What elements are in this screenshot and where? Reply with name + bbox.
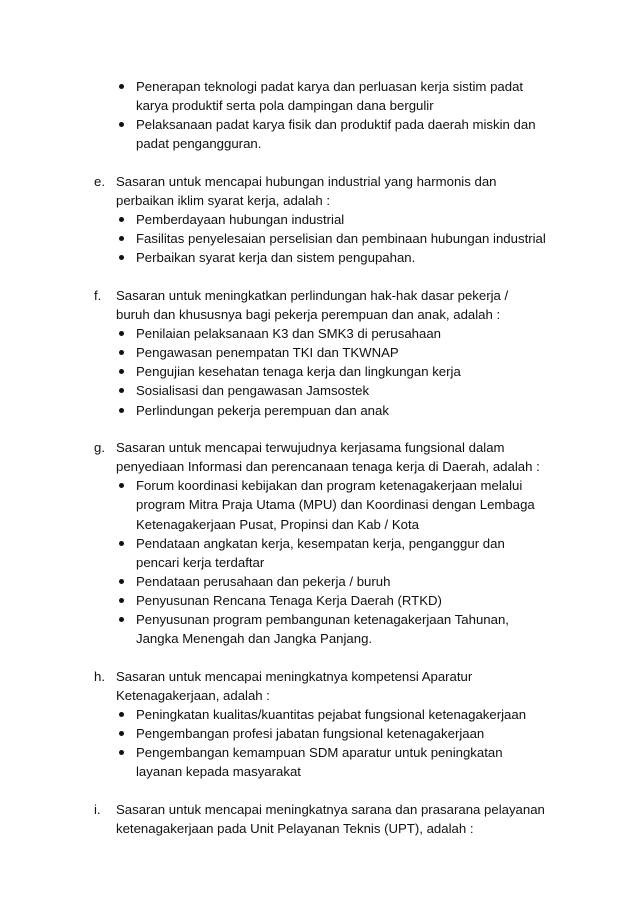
bullet-icon [119, 617, 124, 622]
list-item-text: Pengembangan profesi jabatan fungsional ketenagakerjaan [136, 726, 485, 741]
section-letter: e. [94, 173, 105, 189]
bullet-icon [119, 350, 124, 355]
section-heading: Sasaran untuk mencapai meningkatnya sarana dan prasarana pelayanan [116, 801, 545, 817]
list-item-text: Penyusunan program pembangunan ketenagakerjaan Tahunan, [136, 612, 509, 627]
bullet-icon [119, 712, 124, 717]
list-item-text: program Mitra Praja Utama (MPU) dan Koordinasi dengan Lembaga [136, 497, 535, 513]
bullet-icon [119, 598, 124, 603]
list-item-text: Fasilitas penyelesaian perselisian dan pembinaan hubungan industrial [136, 231, 546, 247]
section-heading: Sasaran untuk mencapai hubungan industrial yang harmonis dan [116, 173, 497, 189]
list-item-text: Penerapan teknologi padat karya dan perluasan kerja sistim padat [136, 79, 524, 94]
bullet-icon [119, 408, 124, 413]
list-item-text: Jangka Menengah dan Jangka Panjang. [136, 631, 373, 647]
section-heading: penyediaan Informasi dan perencanaan tenaga kerja di Daerah, adalah : [116, 459, 540, 475]
list-item-text: pencari kerja terdaftar [136, 554, 265, 570]
bullet-icon [119, 217, 124, 222]
list-item-text: Pemberdayaan hubungan industrial [136, 212, 345, 228]
list-item-text: Peningkatan kualitas/kuantitas pejabat fungsional ketenagakerjaan [136, 706, 527, 722]
section-heading: Sasaran untuk mencapai meningkatnya kompetensi Aparatur [116, 668, 473, 684]
list-item-text: Pendataan angkatan kerja, kesempatan kerja, penganggur dan [136, 535, 505, 551]
bullet-icon [119, 541, 124, 546]
bullet-icon [119, 483, 124, 488]
list-item-text: Pengujian kesehatan tenaga kerja dan lingkungan kerja [136, 364, 461, 380]
bullet-icon [119, 579, 124, 584]
bullet-icon [119, 331, 124, 336]
section-letter: i. [94, 801, 101, 817]
section-heading: ketenagakerjaan pada Unit Pelayanan Teknis (UPT), adalah : [116, 820, 474, 836]
bullet-icon [119, 122, 124, 127]
list-item-text: Penyusunan Rencana Tenaga Kerja Daerah (RTKD) [136, 592, 442, 608]
bullet-icon [119, 369, 124, 374]
list-item-text: Sosialisasi dan pengawasan Jamsostek [136, 383, 370, 399]
section-letter: g. [94, 440, 105, 456]
list-item-text: Forum koordinasi kebijakan dan program ketenagakerjaan melalui [136, 478, 523, 494]
bullet-icon [119, 731, 124, 736]
bullet-icon [119, 236, 124, 241]
list-item-text: padat pengangguran. [136, 136, 262, 152]
section-heading: perbaikan iklim syarat kerja, adalah : [116, 193, 331, 208]
list-item-text: Pengembangan kemampuan SDM aparatur untuk peningkatan [136, 745, 503, 761]
section-heading: Sasaran untuk meningkatkan perlindungan hak-hak dasar pekerja / [116, 287, 509, 303]
list-item-text: karya produktif serta pola dampingan dana bergulir [136, 98, 434, 114]
list-item-text: Penilaian pelaksanaan K3 dan SMK3 di perusahaan [136, 326, 441, 342]
list-item-text: layanan kepada masyarakat [136, 764, 301, 780]
section-heading: buruh dan khususnya bagi pekerja perempuan dan anak, adalah : [116, 307, 501, 322]
section-letter: h. [94, 668, 105, 684]
list-item-text: Ketenagakerjaan Pusat, Propinsi dan Kab / Kota [136, 516, 419, 532]
list-item-text: Perlindungan pekerja perempuan dan anak [136, 402, 389, 418]
bullet-icon [119, 388, 124, 393]
list-item-text: Pelaksanaan padat karya fisik dan produktif pada daerah miskin dan [136, 117, 536, 133]
bullet-icon [119, 255, 124, 260]
section-heading: Sasaran untuk mencapai terwujudnya kerjasama fungsional dalam [116, 440, 505, 456]
list-item-text: Perbaikan syarat kerja dan sistem pengupahan. [136, 250, 416, 266]
section-heading: Ketenagakerjaan, adalah : [116, 687, 270, 703]
list-item-text: Pengawasan penempatan TKI dan TKWNAP [136, 345, 399, 361]
bullet-icon [119, 84, 124, 89]
section-letter: f. [94, 287, 102, 303]
list-item-text: Pendataan perusahaan dan pekerja / buruh [136, 573, 391, 589]
bullet-icon [119, 750, 124, 755]
